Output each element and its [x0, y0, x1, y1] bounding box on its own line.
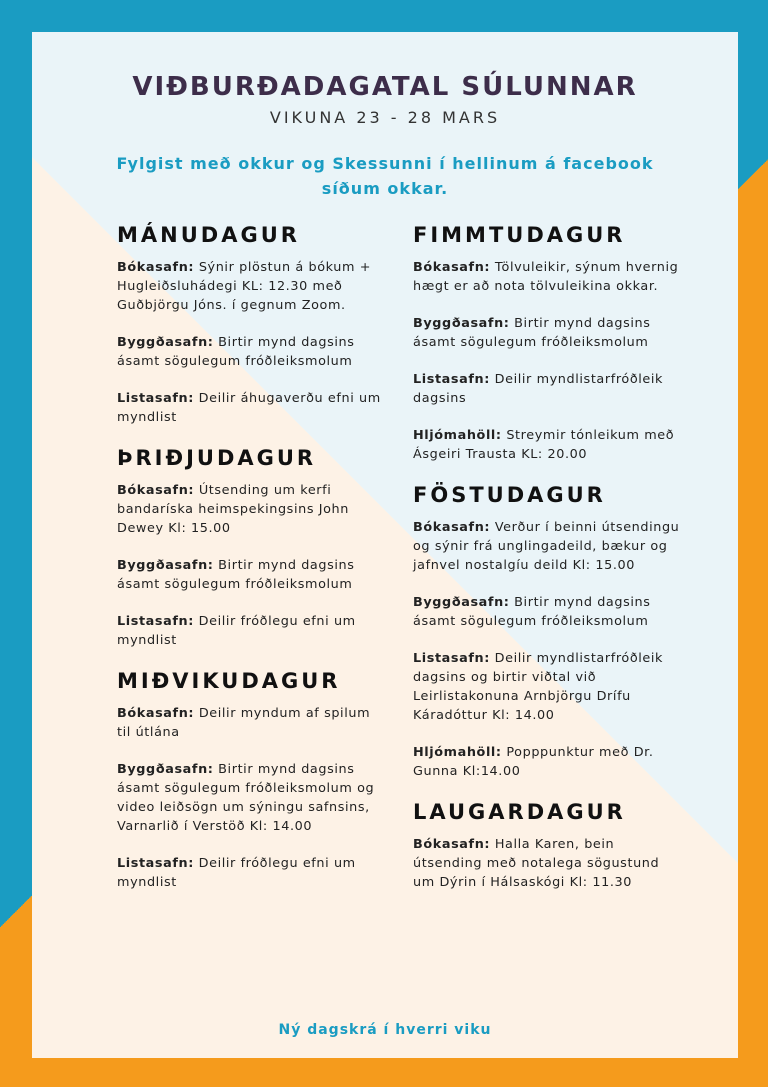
entry-text: Deilir fróðlegu efni um myndlist: [117, 614, 356, 648]
entry-label: Hljómahöll:: [413, 428, 502, 443]
entry: [413, 258, 683, 296]
entry-text: Birtir mynd dagsins ásamt sögulegum fróðleiksmolum: [117, 335, 355, 369]
right-column: [413, 222, 683, 910]
entry-text: Birtir mynd dagsins ásamt sögulegum fróðleiksmolum: [413, 316, 651, 350]
entry-label: Byggðasafn:: [413, 595, 510, 610]
entry-label: Bókasafn:: [117, 483, 195, 498]
entry-label: Byggðasafn:: [117, 335, 214, 350]
entry: [117, 704, 387, 742]
entry-text: Deilir myndlistarfróðleik dagsins: [413, 372, 664, 406]
entry-text: Streymir tónleikum með Ásgeiri Trausta KL: 20.00: [413, 428, 675, 462]
entry: [413, 370, 683, 408]
entry: [117, 760, 387, 836]
entry: [413, 314, 683, 352]
entry-text: Popppunktur með Dr. Gunna Kl:14.00: [413, 745, 654, 779]
entry-text: Útsending um kerfi bandaríska heimspekingsins John Dewey Kl: 15.00: [117, 483, 349, 536]
entry: [413, 518, 683, 575]
entry: [117, 612, 387, 650]
day-friday: [413, 482, 683, 781]
entry-label: Bókasafn:: [413, 520, 491, 535]
day-heading: ÞRIÐJUDAGUR: [117, 446, 317, 470]
entry-text: Birtir mynd dagsins ásamt sögulegum fróðleiksmolum: [117, 558, 355, 592]
entry-label: Bókasafn:: [413, 837, 491, 852]
footer-note: Ný dagskrá í hverri viku: [278, 1022, 492, 1038]
entry-label: Listasafn:: [117, 391, 194, 406]
entry-label: Hljómahöll:: [413, 745, 502, 760]
day-tuesday: [117, 445, 387, 650]
entry-text: Deilir myndum af spilum til útlána: [117, 706, 371, 740]
entry: [413, 649, 683, 725]
entry-label: Bókasafn:: [117, 706, 195, 721]
day-heading: FIMMTUDAGUR: [413, 223, 626, 247]
entry-text: Verður í beinni útsendingu og sýnir frá unglingadeild, bækur og jafnvel nostalgíu deild Kl: 15.00: [413, 520, 680, 573]
schedule-card: [32, 32, 738, 1058]
entry-text: Halla Karen, bein útsending með notalega sögustund um Dýrin í Hálsaskógi Kl: 11.30: [413, 837, 660, 890]
page-title: VIÐBURÐADAGATAL SÚLUNNAR: [132, 72, 638, 102]
day-heading: FÖSTUDAGUR: [413, 483, 606, 507]
entry-label: Listasafn:: [413, 372, 490, 387]
entry: [413, 835, 683, 892]
entry-label: Listasafn:: [117, 856, 194, 871]
entry: [413, 593, 683, 631]
day-monday: [117, 222, 387, 427]
entry-label: Bókasafn:: [413, 260, 491, 275]
entry-label: Bókasafn:: [117, 260, 195, 275]
left-column: [117, 222, 387, 910]
entry: [413, 743, 683, 781]
day-saturday: [413, 799, 683, 892]
entry-label: Byggðasafn:: [413, 316, 510, 331]
entry-label: Byggðasafn:: [117, 762, 214, 777]
entry-text: Birtir mynd dagsins ásamt sögulegum fróðleiksmolum og video leiðsögn um sýningu safnsins, Varnarlið í Verstöð Kl: 14.00: [117, 762, 375, 834]
entry-text: Birtir mynd dagsins ásamt sögulegum fróðleiksmolum: [413, 595, 651, 629]
entry-label: Listasafn:: [413, 651, 490, 666]
entry-text: Deilir fróðlegu efni um myndlist: [117, 856, 356, 890]
entry: [117, 333, 387, 371]
entry-label: Byggðasafn:: [117, 558, 214, 573]
intro-text: Fylgist með okkur og Skessunni í hellinum á facebook síðum okkar.: [116, 154, 654, 198]
day-heading: LAUGARDAGUR: [413, 800, 626, 824]
entry-text: Sýnir plöstun á bókum + Hugleiðsluhádegi KL: 12.30 með Guðbjörgu Jóns. í gegnum Zoom.: [117, 260, 372, 313]
day-thursday: [413, 222, 683, 464]
day-wednesday: [117, 668, 387, 892]
day-heading: MIÐVIKUDAGUR: [117, 669, 341, 693]
entry-text: Tölvuleikir, sýnum hvernig hægt er að nota tölvuleikina okkar.: [413, 260, 679, 294]
entry: [117, 556, 387, 594]
entry-label: Listasafn:: [117, 614, 194, 629]
entry: [117, 854, 387, 892]
entry: [117, 481, 387, 538]
entry: [413, 426, 683, 464]
entry: [117, 389, 387, 427]
week-subtitle: VIKUNA 23 - 28 MARS: [269, 108, 501, 127]
entry-text: Deilir myndlistarfróðleik dagsins og birtir viðtal við Leirlistakonuna Arnbjörgu Drífu Káradóttur Kl: 14.00: [413, 651, 664, 723]
entry: [117, 258, 387, 315]
day-heading: MÁNUDAGUR: [117, 223, 300, 247]
entry-text: Deilir áhugaverðu efni um myndlist: [117, 391, 381, 425]
